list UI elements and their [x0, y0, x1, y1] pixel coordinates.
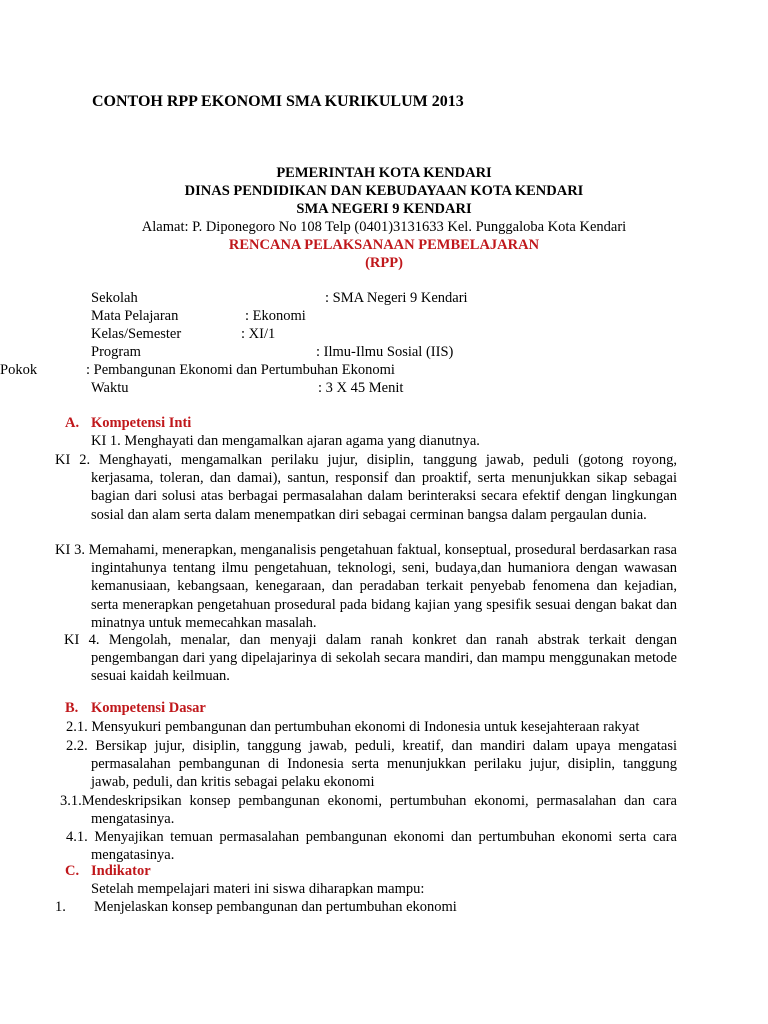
- section-a-title: Kompetensi Inti: [91, 415, 192, 431]
- kd-2-1: 2.1. Mensyukuri pembangunan dan pertumbuhan ekonomi di Indonesia untuk kesejahteraan rakyat: [66, 719, 640, 735]
- info-mapel-label: Mata Pelajaran: [91, 308, 179, 324]
- kd-4-1: [66, 828, 677, 864]
- section-c-label: C.: [65, 863, 80, 879]
- indikator-item-1-text: Menjelaskan konsep pembangunan dan pertumbuhan ekonomi: [94, 899, 457, 915]
- ki-1: KI 1. Menghayati dan mengamalkan ajaran agama yang dianutnya.: [91, 433, 480, 449]
- info-waktu-label: Waktu: [91, 380, 129, 396]
- header-department: DINAS PENDIDIKAN DAN KEBUDAYAAN KOTA KENDARI: [184, 183, 584, 199]
- section-b-label: B.: [65, 700, 79, 716]
- ki-4: [64, 631, 677, 686]
- rpp-abbreviation: (RPP): [365, 255, 403, 271]
- ki-3-text: KI 3. Memahami, menerapkan, menganalisis pengetahuan faktual, konseptual, prosedural berdasarkan rasa ingintahunya tentang ilmu pengetahuan, teknologi, seni, budaya,dan humaniora dengan wawasan kemanusiaan, kebangsaan, kenegaraan, dan peradaban terkait penyebab fenomena dan kejadian, serta menerapkan pengetahuan prosedural pada bidang kajian yang spesifik sesuai dengan bakat dan minatnya untuk memecahkan masalah.: [55, 542, 677, 631]
- info-kelas-value: : XI/1: [241, 326, 276, 342]
- header-address: Alamat: P. Diponegoro No 108 Telp (0401)3131633 Kel. Punggaloba Kota Kendari: [141, 219, 627, 235]
- indikator-intro: Setelah mempelajari materi ini siswa diharapkan mampu:: [91, 881, 425, 897]
- section-a-heading: [65, 415, 191, 432]
- info-program-value: : Ilmu-Ilmu Sosial (IIS): [316, 344, 454, 360]
- info-mapel-value: : Ekonomi: [245, 308, 306, 324]
- section-b-title: Kompetensi Dasar: [91, 700, 206, 716]
- info-kelas-label: Kelas/Semester: [91, 326, 182, 342]
- section-c-heading: [65, 863, 151, 880]
- ki-2-text: KI 2. Menghayati, mengamalkan perilaku jujur, disiplin, tanggung jawab, peduli (gotong royong, kerjasama, toleran, dan damai), santun, responsif dan proaktif, serta menunjukkan sikap sebagai bagian dari solusi atas berbagai permasalahan dalam berinteraksi secara efektif dengan lingkungan sosial dan alam serta dalam menempatkan diri sebagai cerminan bangsa dalam pergaulan dunia.: [55, 452, 677, 523]
- info-pokok-value: : Pembangunan Ekonomi dan Pertumbuhan Ekonomi: [86, 362, 395, 378]
- info-sekolah-label: Sekolah: [91, 290, 138, 306]
- kd-4-1-text: 4.1. Menyajikan temuan permasalahan pembangunan ekonomi dan pertumbuhan ekonomi serta cara mengatasinya.: [66, 829, 677, 864]
- ki-3: [55, 541, 677, 632]
- kd-2-2: [66, 737, 677, 792]
- kd-3-1-text: 3.1.Mendeskripsikan konsep pembangunan ekonomi, pertumbuhan ekonomi, permasalahan dan cara mengatasinya.: [60, 793, 677, 828]
- info-program-label: Program: [91, 344, 141, 360]
- section-b-heading: [65, 700, 206, 717]
- ki-2: [55, 451, 677, 524]
- section-a-label: A.: [65, 415, 80, 431]
- indikator-item-1-number: 1.: [55, 899, 66, 915]
- section-c-title: Indikator: [91, 863, 151, 879]
- ki-4-text: KI 4. Mengolah, menalar, dan menyaji dalam ranah konkret dan ranah abstrak terkait dengan pengembangan dari yang dipelajarinya di sekolah secara mandiri, dan mampu menggunakan metode sesuai kaidah keilmuan.: [64, 632, 677, 685]
- header-government: PEMERINTAH KOTA KENDARI: [276, 165, 492, 181]
- rpp-title: RENCANA PELAKSANAAN PEMBELAJARAN: [228, 237, 540, 253]
- document-title: CONTOH RPP EKONOMI SMA KURIKULUM 2013: [92, 93, 464, 110]
- kd-3-1: [60, 792, 677, 828]
- info-pokok-label: Pokok: [0, 362, 38, 378]
- info-sekolah-value: : SMA Negeri 9 Kendari: [325, 290, 468, 306]
- kd-2-2-text: 2.2. Bersikap jujur, disiplin, tanggung jawab, peduli, kreatif, dan mandiri dalam upaya mengatasi permasalahan pembangunan di Indonesia serta menunjukkan perilaku jujur, disiplin, tanggung jawab, peduli, dan kritis sebagai pelaku ekonomi: [66, 738, 677, 791]
- header-school: SMA NEGERI 9 KENDARI: [296, 201, 472, 217]
- info-waktu-value: : 3 X 45 Menit: [318, 380, 404, 396]
